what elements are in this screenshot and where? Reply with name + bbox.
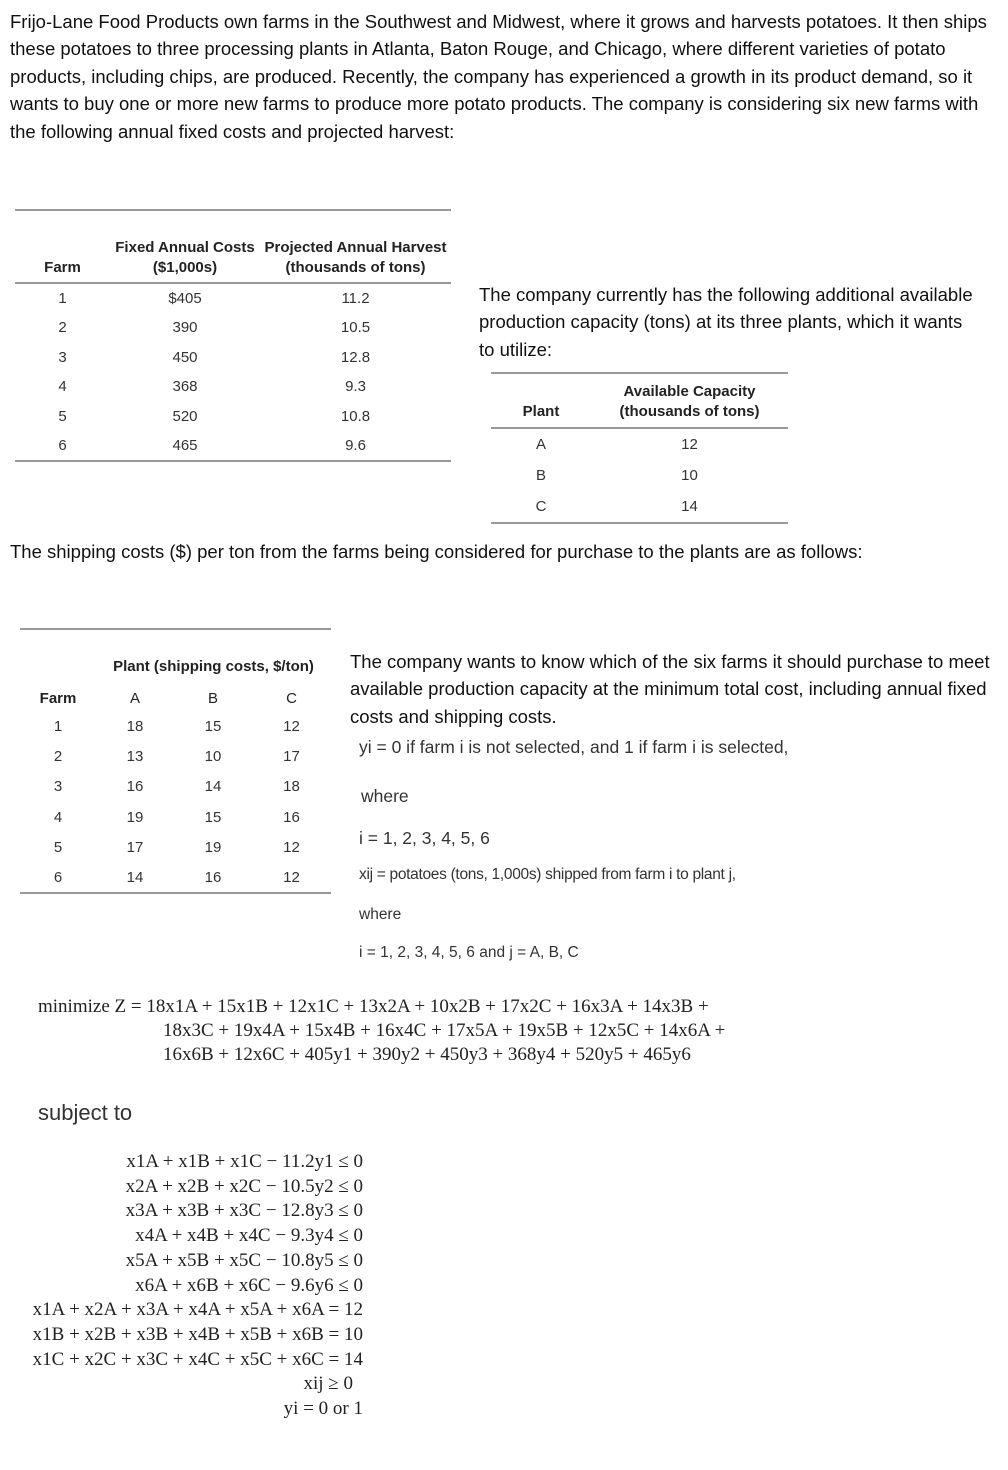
- table-cell: B: [535, 466, 546, 484]
- ij-range: i = 1, 2, 3, 4, 5, 6 and j = A, B, C: [359, 944, 579, 961]
- ship-farm-header: Farm: [39, 690, 77, 707]
- table-cell: 465: [172, 437, 198, 455]
- farm-cost-table: [15, 209, 451, 462]
- capacity-table: [491, 372, 788, 524]
- ship-plant-b-header: B: [207, 690, 218, 707]
- table-cell: 6: [53, 868, 63, 886]
- shipping-row: [20, 711, 331, 741]
- table-cell: 18: [126, 717, 144, 735]
- harvest-header: Projected Annual Harvest (thousands of tons): [260, 210, 451, 283]
- table-cell: 12.8: [340, 348, 371, 366]
- table-cell: 368: [172, 378, 198, 396]
- capacity-row: [491, 428, 788, 460]
- table-cell: 15: [204, 808, 222, 826]
- intro-paragraph: Frijo-Lane Food Products own farms in the Southwest and Midwest, where it grows and harvests potatoes. It then ships these potatoes to three processing plants in Atlanta, Baton Rouge, and Chicago, where different varieties of potato products, including chips, are produced. Recently, the company has experienced a growth in its product demand, so it wants to buy one or more new farms to produce more potato products. The company is considering six new farms with the following annual fixed costs and projected harvest:: [10, 11, 987, 142]
- shipping-row: [20, 802, 331, 832]
- table-cell: 12: [283, 717, 300, 735]
- constraint-11: yi = 0 or 1: [283, 1398, 363, 1420]
- objective-line-2: 18x3C + 19x4A + 15x4B + 16x4C + 17x5A + 19x5B + 12x5C + 14x6A +: [163, 1020, 726, 1041]
- shipping-cost-table: [20, 628, 331, 894]
- farm-header: Farm: [15, 210, 110, 283]
- table-cell: 5: [53, 838, 63, 856]
- table-cell: 1: [58, 289, 67, 307]
- shipping-row: [20, 772, 331, 802]
- farm-row: [15, 283, 451, 313]
- farm-row: [15, 402, 451, 432]
- farm-row: [15, 313, 451, 343]
- ship-plant-a-header: A: [129, 690, 140, 707]
- shipping-row: [20, 862, 331, 892]
- objective-line-1: minimize Z = 18x1A + 15x1B + 12x1C + 13x2A + 10x2B + 17x2C + 16x3A + 14x3B +: [38, 996, 709, 1017]
- where-label-1: where: [361, 786, 409, 806]
- table-cell: 16: [204, 868, 222, 886]
- table-cell: 13: [126, 747, 144, 765]
- plant-header: Plant: [491, 373, 591, 428]
- table-cell: 1: [53, 717, 63, 735]
- farm-row: [15, 372, 451, 402]
- shipping-intro: The shipping costs ($) per ton from the farms being considered for purchase to the plants are as follows:: [10, 541, 863, 562]
- table-cell: 11.2: [341, 289, 370, 307]
- question-paragraph: The company wants to know which of the six farms it should purchase to meet available production capacity at the minimum total cost, including annual fixed costs and shipping costs.: [350, 651, 990, 727]
- plant-group-header: Plant (shipping costs, $/ton): [113, 658, 314, 675]
- constraint-3: x3A + x3B + x3C − 12.8y3 ≤ 0: [125, 1200, 363, 1222]
- table-cell: 450: [172, 348, 198, 366]
- subject-to-label: subject to: [38, 1100, 133, 1125]
- table-cell: 10: [204, 747, 222, 765]
- table-cell: $405: [168, 289, 202, 307]
- y-definition: yi = 0 if farm i is not selected, and 1 if farm i is selected,: [359, 737, 789, 757]
- table-cell: 17: [283, 747, 300, 765]
- table-cell: 2: [53, 747, 63, 765]
- constraints-block: [0, 1150, 363, 1422]
- fixed-cost-header: Fixed Annual Costs ($1,000s): [110, 210, 260, 283]
- i-range: i = 1, 2, 3, 4, 5, 6: [359, 828, 490, 848]
- table-cell: 12: [283, 838, 300, 856]
- farm-row: [15, 431, 451, 461]
- objective-line-3: 16x6B + 12x6C + 405y1 + 390y2 + 450y3 + 368y4 + 520y5 + 465y6: [163, 1044, 691, 1065]
- constraint-7: x1A + x2A + x3A + x4A + x5A + x6A = 12: [32, 1299, 363, 1321]
- table-cell: 4: [58, 378, 67, 396]
- table-cell: 17: [126, 838, 144, 856]
- table-cell: 19: [126, 808, 144, 826]
- constraint-8: x1B + x2B + x3B + x4B + x5B + x6B = 10: [32, 1323, 363, 1345]
- table-cell: 5: [58, 408, 67, 426]
- constraint-1: x1A + x1B + x1C − 11.2y1 ≤ 0: [126, 1151, 363, 1172]
- table-cell: 15: [204, 717, 222, 735]
- table-cell: 10: [681, 466, 698, 484]
- ship-plant-c-header: C: [286, 690, 297, 707]
- constraint-4: x4A + x4B + x4C − 9.3y4 ≤ 0: [135, 1225, 363, 1247]
- table-cell: 16: [126, 778, 144, 796]
- table-cell: 6: [58, 437, 67, 455]
- capacity-row: [491, 460, 788, 492]
- capacity-paragraph: The company currently has the following additional available production capacity (tons) at its three plants, which it wants to utilize:: [479, 284, 973, 360]
- table-cell: 9.3: [345, 378, 366, 396]
- table-cell: 2: [58, 319, 67, 337]
- table-cell: 14: [681, 497, 698, 515]
- table-cell: 3: [53, 778, 63, 796]
- capacity-header: Available Capacity (thousands of tons): [591, 373, 788, 428]
- constraint-9: x1C + x2C + x3C + x4C + x5C + x6C = 14: [32, 1348, 363, 1370]
- table-cell: 19: [204, 838, 222, 856]
- table-cell: 14: [126, 868, 144, 886]
- table-cell: 12: [681, 435, 698, 453]
- constraint-2: x2A + x2B + x2C − 10.5y2 ≤ 0: [125, 1175, 363, 1197]
- capacity-row: [491, 491, 788, 523]
- table-cell: 14: [204, 778, 222, 796]
- table-cell: A: [535, 435, 546, 453]
- table-cell: 18: [283, 778, 300, 796]
- table-cell: 3: [58, 348, 67, 366]
- where-label-2: where: [359, 906, 402, 923]
- farm-row: [15, 342, 451, 372]
- x-definition: xij = potatoes (tons, 1,000s) shipped from farm i to plant j,: [359, 866, 736, 883]
- constraint-6: x6A + x6B + x6C − 9.6y6 ≤ 0: [135, 1274, 363, 1296]
- table-cell: 12: [283, 868, 300, 886]
- table-cell: 10.5: [340, 319, 371, 337]
- shipping-row: [20, 832, 331, 862]
- constraint-10: xij ≥ 0: [303, 1373, 353, 1395]
- table-cell: 10.8: [340, 408, 371, 426]
- table-cell: 390: [172, 319, 198, 337]
- table-cell: 520: [172, 408, 198, 426]
- constraint-5: x5A + x5B + x5C − 10.8y5 ≤ 0: [125, 1249, 363, 1271]
- table-cell: C: [535, 497, 547, 515]
- shipping-row: [20, 741, 331, 771]
- table-cell: 9.6: [345, 437, 366, 455]
- table-cell: 4: [53, 808, 63, 826]
- table-cell: 16: [283, 808, 300, 826]
